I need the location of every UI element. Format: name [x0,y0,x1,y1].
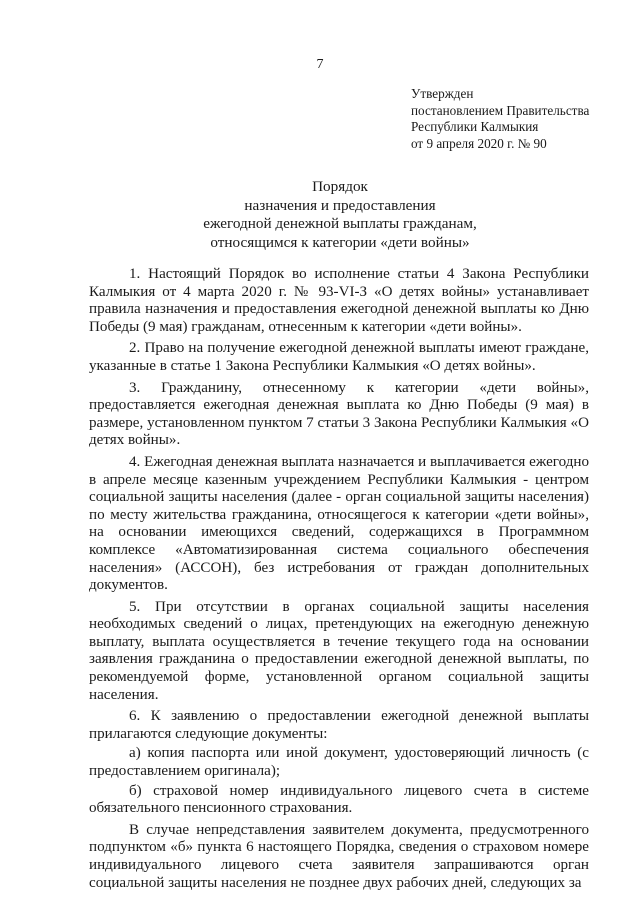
title-line: назначения и предоставления [244,196,436,214]
paragraph-6b: б) страховой номер индивидуального лицевого счета в системе обязательного пенсионного страхования. [89,782,589,817]
document-title [0,178,640,252]
approval-line: Утвержден [411,86,474,101]
title-line: относящимся к категории «дети войны» [210,233,470,251]
paragraph-4: 4. Ежегодная денежная выплата назначается и выплачивается ежегодно в апреле месяце казенным учреждением Республики Калмыкия - центром социальной защиты населения (далее - орган социальной защиты населения) по месту жительства гражданина, относящегося к категории «дети войны», на основании имеющихся сведений, содержащихся в Программном комплексе «Автоматизированная система социального обеспечения населения» (АССОН), без истребования от граждан дополнительных документов. [89,453,589,594]
paragraph-2: 2. Право на получение ежегодной денежной выплаты имеют граждане, указанные в статье 1 Закона Республики Калмыкия «О детях войны». [89,340,589,374]
approval-line: постановлением Правительства [411,102,590,118]
paragraph-6a: а) копия паспорта или иной документ, удостоверяющий личность (с предоставлением оригинала); [89,745,589,780]
paragraph-1: 1. Настоящий Порядок во исполнение статьи 4 Закона Республики Калмыкия от 4 марта 2020 г. № 93-VI-З «О детях войны» устанавливает правила назначения и предоставления ежегодной денежной выплаты ко Дню Победы (9 мая) гражданам, отнесенным к категории «дети войны». [89,266,589,335]
approval-line: Республики Калмыкия [411,119,539,134]
title-line: ежегодной денежной выплаты гражданам, [203,215,477,232]
paragraph-3: 3. Гражданину, отнесенному к категории «дети войны», предоставляется ежегодная денежная выплата ко Дню Победы (9 мая) в размере, установленном пунктом 7 статьи 3 Закона Республики Калмыкия «О детях войны». [89,379,589,449]
approval-block [411,86,621,152]
paragraph-6: 6. К заявлению о предоставлении ежегодной денежной выплаты прилагаются следующие документы: [89,708,589,742]
document-body [89,266,589,896]
paragraph-7: В случае непредставления заявителем документа, предусмотренного подпунктом «б» пункта 6 настоящего Порядка, сведения о страховом номере индивидуального лицевого счета заявителя запрашиваются орган социальной защиты населения не позднее двух рабочих дней, следующих за [89,821,589,891]
approval-date: от 9 апреля 2020 г. № 90 [411,135,547,151]
paragraph-5: 5. При отсутствии в органах социальной защиты населения необходимых сведений о лицах, претендующих на ежегодную денежную выплату, выплата осуществляется в течение текущего года на основании заявления гражданина о предоставлении ежегодной денежной выплаты, по рекомендуемой форме, установленной органом социальной защиты населения. [89,598,589,703]
page-number: 7 [316,57,324,72]
title-line: Порядок [312,178,368,195]
